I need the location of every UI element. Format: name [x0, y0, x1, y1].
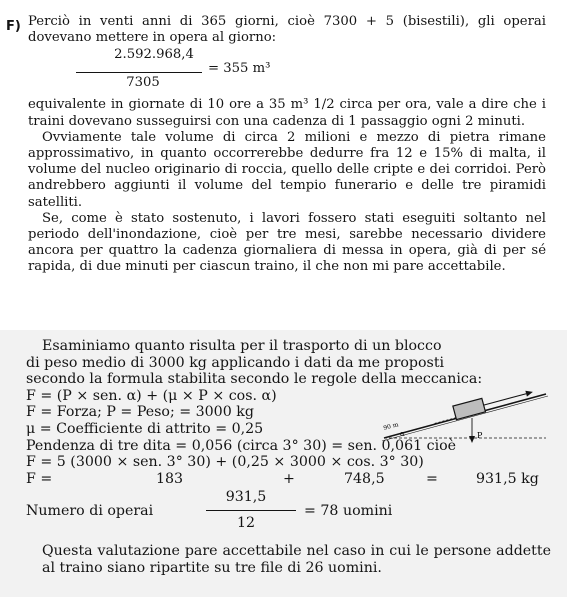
diagram-label-base: 90 m: [382, 421, 400, 432]
slope-line: Pendenza di tre dita = 0,056 (circa 3° 30) = sen. 0,061 cioè: [26, 437, 457, 454]
workers-denominator: 12: [236, 515, 256, 532]
section-f-label: F): [6, 19, 21, 34]
calc2-equals: =: [426, 470, 438, 487]
calculation-text: [26, 338, 551, 577]
fraction-result: = 355 m³: [208, 61, 271, 77]
definition-friction: μ = Coefficiente di attrito = 0,25: [26, 420, 264, 437]
f-paragraph-1-rest: equivalente in giornate di 10 ore a 35 m³ 1/2 circa per ora, vale a dire che i traini dovevano susseguirsi con una cadenza di 1 passaggio ogni 2 minuti.: [28, 97, 546, 129]
calc-intro-line-1: Esaminiamo quanto risulta per il trasporto di un blocco: [42, 338, 442, 354]
calc2-total: 931,5 kg: [476, 470, 539, 487]
fraction-bar: [76, 72, 202, 73]
diagram-label-alpha: α: [400, 430, 405, 438]
calc-intro-line-2: di peso medio di 3000 kg applicando i dati da me proposti: [26, 354, 445, 371]
formula: F = (P × sen. α) + (μ × P × cos. α): [26, 387, 277, 404]
calc2-value-183: 183: [156, 470, 184, 487]
calculation-line-2: [26, 471, 551, 488]
workers-fraction: [26, 489, 551, 539]
f-paragraph-1-intro: Perciò in venti anni di 365 giorni, cioè 7300 + 5 (bisestili), gli operai dovevano mettere in opera al giorno:: [28, 14, 546, 46]
conclusion: Questa valutazione pare accettabile nel caso in cui le persone addette al traino siano ripartite su tre file di 26 uomini.: [42, 543, 551, 576]
fraction-denominator: 7305: [126, 75, 160, 91]
workers-label: Numero di operai: [26, 503, 154, 520]
section-calculation: [0, 330, 567, 597]
f-paragraph-3: Se, come è stato sostenuto, i lavori fossero stati eseguiti soltanto nel periodo dell'inondazione, cioè per tre mesi, sarebbe necessario dividere ancora per quattro la cadenza giornaliera di messa in opera, già di per sé rapida, di due minuti per ciascun traino, il che non mi pare accettabile.: [28, 210, 546, 275]
calc2-f: F =: [26, 470, 53, 487]
section-f-text: [28, 14, 546, 276]
fraction-numerator: 2.592.968,4: [114, 47, 194, 63]
workers-fraction-bar: [206, 510, 296, 511]
f-paragraph-2: Ovviamente tale volume di circa 2 milioni e mezzo di pietra rimane approssimativo, in quanto occorrerebbe dedurre fra 12 e 15% di malta, il volume del nucleo originario di roccia, quello delle cripte e dei corridoi. Però andrebbero aggiunti il volume del tempio funerario e delle tre piramidi satelliti.: [28, 129, 546, 210]
definition-force-weight: F = Forza; P = Peso; = 3000 kg: [26, 404, 254, 421]
calc2-plus: +: [283, 470, 295, 487]
diagram-label-p: P: [477, 431, 483, 440]
inclined-plane-force-diagram-icon: [380, 386, 550, 446]
calc-intro-line-3: secondo la formula stabilita secondo le regole della meccanica:: [26, 371, 483, 388]
workers-result: = 78 uomini: [304, 503, 393, 520]
calculation-line-1: F = 5 (3000 × sen. 3° 30) + (0,25 × 3000 × cos. 3° 30): [26, 454, 424, 471]
workers-numerator: 931,5: [225, 489, 267, 506]
volume-fraction: [28, 47, 546, 97]
calc2-value-748: 748,5: [344, 470, 385, 487]
